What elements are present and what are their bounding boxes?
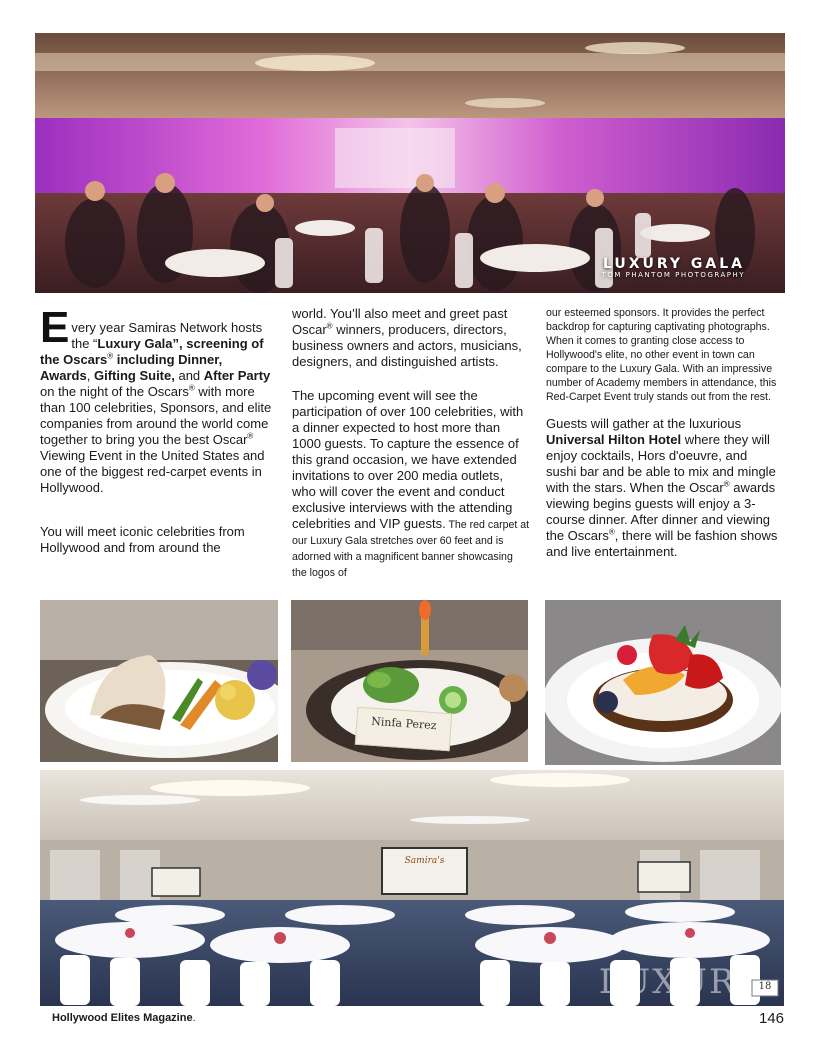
food-photo-entree (40, 600, 278, 762)
photo-watermark: LUXURY (598, 962, 760, 1002)
drop-cap: E (40, 303, 70, 352)
article-column-2 (292, 306, 530, 580)
article-paragraph: world. You’ll also meet and greet past Oscar® winners, producers, directors, business owners and actors, musicians, designers, and distinguished artists. (292, 306, 522, 369)
article-column-3 (546, 306, 780, 560)
article-paragraph: You will meet iconic celebrities from Hollywood and from around the (40, 524, 245, 555)
article-paragraph: Every year Samiras Network hosts the “Luxury Gala”, screening of the Oscars® including Dinner, Awards, Gifting Suite, and After Party on the night of the Oscars® with more than 100 celebrities, Sponsors, and elite companies from around the world come together to bring you the best Oscar® Viewing Event in the United States and one of the biggest red-carpet events in Hollywood. (40, 303, 272, 495)
stage-screen-brand: Samira's (404, 856, 445, 866)
ballroom-photo (40, 770, 784, 1006)
article-paragraph: our esteemed sponsors. It provides the perfect backdrop for capturing captivating photographs. When it comes to granting close access to Hollywood's elite, no other event in town can compare to the Luxury Gala. With an impressive number of Academy members in attendance, this Red-Carpet Event truly stands out from the rest. (546, 307, 777, 403)
article-column-1 (40, 303, 272, 556)
article-paragraph: The upcoming event will see the participation of over 100 celebrities, with a dinner expected to host more than 1000 guests. To capture the essence of this grand occasion, we have extended invitations to over 200 media outlets, who will cover the event and conduct exclusive interviews with the attending celebrities and VIP guests. The red carpet at our Luxury Gala stretches over 60 feet and is adorned with a magnificent banner showcasing the logos of (292, 388, 530, 579)
hero-photo-gala-ballroom (35, 33, 785, 293)
table-number-card: 18 (758, 981, 772, 992)
place-name-card: Ninfa Perez (355, 707, 452, 752)
article-paragraph: Guests will gather at the luxurious Universal Hilton Hotel where they will enjoy cocktails, Hors d'oeuvre, and sushi bar and be able to mix and mingle with the stars. When the Oscar® awards viewing begins guests will enjoy a 3-course dinner. After dinner and viewing the Oscars®, there will be fashion shows and live entertainment. (546, 416, 778, 559)
hero-caption (602, 256, 745, 279)
page-number: 146 (758, 1010, 784, 1027)
hero-caption-title: LUXURY GALA (602, 256, 745, 272)
magazine-name: Hollywood Elites Magazine. (52, 1012, 196, 1024)
food-photo-dessert (545, 600, 781, 765)
food-photo-salad (291, 600, 528, 762)
hero-caption-credit: TOM PHANTOM PHOTOGRAPHY (601, 271, 745, 279)
